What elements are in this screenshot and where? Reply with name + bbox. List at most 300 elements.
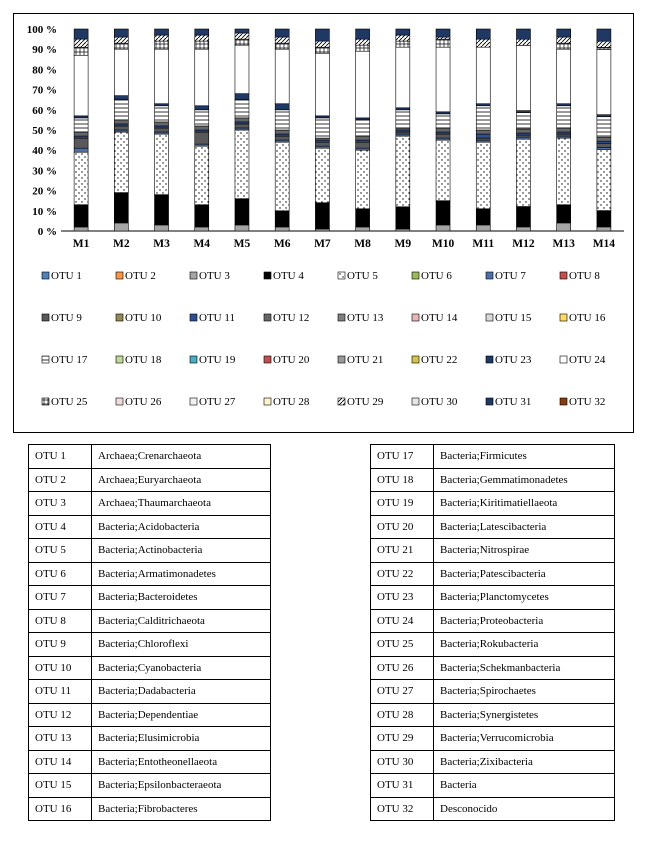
legend-label: OTU 19 bbox=[199, 354, 236, 366]
bar-segment-otu-5 bbox=[557, 138, 571, 205]
otu-id-cell: OTU 32 bbox=[371, 797, 434, 821]
bar-segment-otu-4 bbox=[235, 199, 249, 225]
bar-segment-otu-3 bbox=[356, 227, 370, 231]
table-row bbox=[371, 703, 615, 727]
taxonomy-cell: Bacteria;Firmicutes bbox=[434, 445, 615, 469]
bar-segment-otu-11 bbox=[155, 126, 169, 128]
otu-id-cell: OTU 24 bbox=[371, 609, 434, 633]
otu-id-cell: OTU 5 bbox=[29, 539, 92, 563]
bar-segment-otu-7 bbox=[476, 140, 490, 142]
bar-segment-otu-23 bbox=[195, 106, 209, 110]
legend-swatch bbox=[412, 398, 419, 405]
bar-segment-otu-25 bbox=[557, 43, 571, 49]
table-row bbox=[29, 539, 271, 563]
bar-segment-otu-12 bbox=[74, 132, 88, 136]
bar-segment-otu-29 bbox=[557, 37, 571, 43]
bar-segment-otu-23 bbox=[114, 96, 128, 100]
bar-segment-otu-11 bbox=[275, 134, 289, 136]
bar-segment-otu-9 bbox=[557, 134, 571, 136]
bar-segment-otu-9 bbox=[436, 134, 450, 138]
x-tick-label: M3 bbox=[153, 238, 170, 250]
table-row bbox=[29, 492, 271, 516]
bar-segment-otu-29 bbox=[235, 33, 249, 39]
bar-segment-otu-12 bbox=[356, 136, 370, 140]
bar-segment-otu-5 bbox=[597, 149, 611, 210]
legend-swatch bbox=[116, 272, 123, 279]
legend-label: OTU 4 bbox=[273, 270, 304, 282]
x-tick-label: M2 bbox=[113, 238, 130, 250]
bar-segment-otu-31 bbox=[155, 29, 169, 35]
chart-canvas bbox=[14, 14, 635, 434]
bar-segment-otu-17 bbox=[396, 110, 410, 128]
bar-segment-otu-24 bbox=[275, 49, 289, 104]
bar-segment-otu-9 bbox=[235, 124, 249, 128]
legend-label: OTU 14 bbox=[421, 312, 458, 324]
table-row bbox=[371, 750, 615, 774]
otu-id-cell: OTU 17 bbox=[371, 445, 434, 469]
legend-label: OTU 9 bbox=[51, 312, 82, 324]
legend-swatch bbox=[190, 356, 197, 363]
bar-segment-otu-12 bbox=[275, 130, 289, 134]
otu-id-cell: OTU 15 bbox=[29, 774, 92, 798]
legend-swatch bbox=[42, 398, 49, 405]
legend-swatch bbox=[42, 272, 49, 279]
taxonomy-cell: Bacteria;Latescibacteria bbox=[434, 515, 615, 539]
bar-segment-otu-29 bbox=[516, 39, 530, 45]
bar-segment-otu-23 bbox=[275, 104, 289, 110]
otu-id-cell: OTU 2 bbox=[29, 468, 92, 492]
bar-segment-otu-31 bbox=[195, 29, 209, 35]
bar-segment-otu-12 bbox=[516, 129, 530, 133]
bar-segment-otu-12 bbox=[436, 128, 450, 132]
bar-segment-otu-29 bbox=[155, 35, 169, 41]
taxonomy-cell: Bacteria;Planctomycetes bbox=[434, 586, 615, 610]
bar-segment-otu-11 bbox=[315, 140, 329, 142]
otu-id-cell: OTU 1 bbox=[29, 445, 92, 469]
bar-segment-otu-5 bbox=[396, 136, 410, 207]
bar-segment-otu-23 bbox=[396, 108, 410, 110]
bar-segment-otu-5 bbox=[356, 150, 370, 209]
legend-label: OTU 21 bbox=[347, 354, 384, 366]
bar-segment-otu-29 bbox=[597, 41, 611, 47]
bar-segment-otu-7 bbox=[74, 148, 88, 152]
table-row bbox=[29, 609, 271, 633]
bar-segment-otu-12 bbox=[195, 126, 209, 130]
bar-segment-otu-31 bbox=[476, 29, 490, 39]
bar-segment-otu-5 bbox=[476, 142, 490, 209]
y-tick-label: 40 % bbox=[32, 145, 57, 158]
bar-segment-otu-4 bbox=[155, 195, 169, 225]
bar-segment-otu-23 bbox=[315, 116, 329, 118]
bar-segment-otu-12 bbox=[476, 130, 490, 134]
otu-id-cell: OTU 13 bbox=[29, 727, 92, 751]
legend-label: OTU 1 bbox=[51, 270, 82, 282]
bar-segment-otu-31 bbox=[557, 29, 571, 37]
legend-label: OTU 31 bbox=[495, 396, 532, 408]
bar-segment-otu-11 bbox=[436, 132, 450, 134]
legend-swatch bbox=[486, 272, 493, 279]
bar-segment-otu-5 bbox=[114, 132, 128, 193]
bar-segment-otu-17 bbox=[476, 106, 490, 130]
bar-segment-otu-23 bbox=[476, 104, 490, 106]
bar-segment-otu-3 bbox=[235, 225, 249, 231]
table-row bbox=[371, 492, 615, 516]
bar-segment-otu-11 bbox=[476, 134, 490, 138]
bar-segment-otu-5 bbox=[436, 140, 450, 201]
y-tick-label: 10 % bbox=[32, 205, 57, 218]
bar-segment-otu-24 bbox=[356, 51, 370, 118]
bar-segment-otu-7 bbox=[396, 134, 410, 136]
bar-segment-otu-4 bbox=[356, 209, 370, 227]
bar-segment-otu-17 bbox=[74, 118, 88, 132]
y-tick-label: 90 % bbox=[32, 44, 57, 57]
taxonomy-cell: Bacteria;Dependentiae bbox=[92, 703, 271, 727]
table-row bbox=[371, 468, 615, 492]
bar-segment-otu-24 bbox=[597, 49, 611, 114]
bar-segment-otu-12 bbox=[114, 120, 128, 124]
bar-segment-otu-25 bbox=[195, 41, 209, 49]
bar-segment-otu-4 bbox=[114, 193, 128, 223]
bar-segment-otu-24 bbox=[114, 49, 128, 95]
legend-label: OTU 15 bbox=[495, 312, 532, 324]
legend-swatch bbox=[486, 398, 493, 405]
legend-swatch bbox=[560, 398, 567, 405]
bar-segment-otu-9 bbox=[356, 142, 370, 148]
taxonomy-cell: Bacteria;Actinobacteria bbox=[92, 539, 271, 563]
bar-segment-otu-12 bbox=[155, 122, 169, 126]
y-tick-label: 80 % bbox=[32, 64, 57, 77]
legend-swatch bbox=[116, 398, 123, 405]
bar-segment-otu-29 bbox=[476, 39, 490, 47]
x-tick-label: M5 bbox=[233, 238, 251, 250]
taxonomy-cell: Archaea;Thaumarchaeota bbox=[92, 492, 271, 516]
bar-segment-otu-29 bbox=[114, 37, 128, 43]
bar-segment-otu-11 bbox=[195, 130, 209, 132]
legend-swatch bbox=[116, 314, 123, 321]
table-row bbox=[29, 445, 271, 469]
legend-label: OTU 28 bbox=[273, 396, 310, 408]
bar-segment-otu-31 bbox=[235, 29, 249, 33]
taxonomy-cell: Bacteria;Cyanobacteria bbox=[92, 656, 271, 680]
bar-segment-otu-17 bbox=[315, 118, 329, 138]
table-row bbox=[29, 468, 271, 492]
otu-id-cell: OTU 10 bbox=[29, 656, 92, 680]
taxonomy-cell: Bacteria;Elusimicrobia bbox=[92, 727, 271, 751]
bar-segment-otu-3 bbox=[597, 227, 611, 231]
bar-segment-otu-12 bbox=[235, 118, 249, 122]
bar-segment-otu-5 bbox=[74, 152, 88, 205]
legend-swatch bbox=[486, 356, 493, 363]
legend-swatch bbox=[338, 314, 345, 321]
otu-id-cell: OTU 16 bbox=[29, 797, 92, 821]
bar-segment-otu-11 bbox=[74, 136, 88, 138]
taxonomy-cell: Bacteria;Calditrichaeota bbox=[92, 609, 271, 633]
taxonomy-cell: Bacteria;Nitrospirae bbox=[434, 539, 615, 563]
bar-segment-otu-31 bbox=[114, 29, 128, 37]
legend-swatch bbox=[412, 356, 419, 363]
otu-id-cell: OTU 28 bbox=[371, 703, 434, 727]
bar-segment-otu-5 bbox=[516, 139, 530, 206]
legend-label: OTU 7 bbox=[495, 270, 526, 282]
taxonomy-cell: Bacteria;Schekmanbacteria bbox=[434, 656, 615, 680]
bar-segment-otu-24 bbox=[195, 49, 209, 106]
bar-segment-otu-7 bbox=[356, 148, 370, 150]
otu-id-cell: OTU 20 bbox=[371, 515, 434, 539]
otu-taxonomy-table-left bbox=[28, 444, 271, 821]
table-row bbox=[371, 586, 615, 610]
bar-segment-otu-24 bbox=[396, 47, 410, 108]
bar-segment-otu-25 bbox=[275, 43, 289, 49]
bar-segment-otu-4 bbox=[74, 205, 88, 227]
bar-segment-otu-4 bbox=[597, 211, 611, 227]
taxonomy-cell: Bacteria;Spirochaetes bbox=[434, 680, 615, 704]
bar-segment-otu-12 bbox=[597, 137, 611, 141]
otu-id-cell: OTU 22 bbox=[371, 562, 434, 586]
bar-segment-otu-11 bbox=[114, 124, 128, 126]
taxonomy-cell: Bacteria;Entotheonellaeota bbox=[92, 750, 271, 774]
legend-swatch bbox=[264, 314, 271, 321]
bar-segment-otu-7 bbox=[275, 140, 289, 142]
legend-swatch bbox=[338, 398, 345, 405]
bar-segment-otu-9 bbox=[155, 128, 169, 132]
bar-segment-otu-7 bbox=[436, 138, 450, 140]
x-tick-label: M6 bbox=[273, 238, 291, 250]
bar-segment-otu-3 bbox=[315, 229, 329, 231]
bar-segment-otu-7 bbox=[114, 130, 128, 132]
bar-segment-otu-29 bbox=[315, 41, 329, 47]
bar-segment-otu-7 bbox=[597, 147, 611, 149]
table-row bbox=[371, 633, 615, 657]
otu-id-cell: OTU 7 bbox=[29, 586, 92, 610]
taxonomy-cell: Bacteria;Zixibacteria bbox=[434, 750, 615, 774]
bar-segment-otu-23 bbox=[356, 118, 370, 120]
bar-segment-otu-17 bbox=[557, 106, 571, 128]
bar-segment-otu-5 bbox=[275, 142, 289, 211]
bar-segment-otu-29 bbox=[195, 35, 209, 41]
table-row bbox=[29, 727, 271, 751]
bar-segment-otu-5 bbox=[155, 134, 169, 195]
taxonomy-cell: Archaea;Euryarchaeota bbox=[92, 468, 271, 492]
bar-segment-otu-12 bbox=[396, 128, 410, 130]
bar-segment-otu-17 bbox=[275, 110, 289, 130]
bar-segment-otu-29 bbox=[74, 39, 88, 47]
bar-segment-otu-4 bbox=[476, 209, 490, 225]
taxonomy-cell: Bacteria bbox=[434, 774, 615, 798]
bar-segment-otu-24 bbox=[74, 55, 88, 116]
bar-segment-otu-25 bbox=[436, 39, 450, 47]
otu-id-cell: OTU 19 bbox=[371, 492, 434, 516]
legend-label: OTU 6 bbox=[421, 270, 452, 282]
otu-id-cell: OTU 27 bbox=[371, 680, 434, 704]
bar-segment-otu-5 bbox=[315, 148, 329, 203]
bar-segment-otu-17 bbox=[155, 106, 169, 122]
legend-label: OTU 12 bbox=[273, 312, 310, 324]
x-tick-label: M11 bbox=[472, 238, 495, 250]
bar-segment-otu-5 bbox=[195, 146, 209, 205]
table-row bbox=[29, 633, 271, 657]
otu-id-cell: OTU 26 bbox=[371, 656, 434, 680]
y-tick-label: 70 % bbox=[32, 84, 57, 97]
bar-segment-otu-4 bbox=[195, 205, 209, 227]
taxonomy-cell: Bacteria;Armatimonadetes bbox=[92, 562, 271, 586]
y-tick-label: 20 % bbox=[32, 185, 57, 198]
otu-id-cell: OTU 21 bbox=[371, 539, 434, 563]
taxonomy-cell: Bacteria;Fibrobacteres bbox=[92, 797, 271, 821]
bar-segment-otu-29 bbox=[275, 37, 289, 43]
legend-swatch bbox=[412, 314, 419, 321]
legend-swatch bbox=[190, 314, 197, 321]
table-row bbox=[371, 445, 615, 469]
bar-segment-otu-29 bbox=[396, 35, 410, 41]
bar-segment-otu-31 bbox=[436, 29, 450, 37]
bar-segment-otu-7 bbox=[235, 128, 249, 130]
otu-id-cell: OTU 25 bbox=[371, 633, 434, 657]
bar-segment-otu-24 bbox=[155, 49, 169, 104]
otu-taxonomy-table-right bbox=[370, 444, 615, 821]
taxonomy-cell: Bacteria;Verrucomicrobia bbox=[434, 727, 615, 751]
legend-swatch bbox=[264, 356, 271, 363]
legend-label: OTU 8 bbox=[569, 270, 600, 282]
bar-segment-otu-4 bbox=[315, 203, 329, 229]
bar-segment-otu-31 bbox=[516, 29, 530, 39]
bar-segment-otu-11 bbox=[356, 140, 370, 142]
bar-segment-otu-3 bbox=[74, 227, 88, 231]
legend-label: OTU 32 bbox=[569, 396, 606, 408]
bar-segment-otu-24 bbox=[235, 45, 249, 93]
bar-segment-otu-17 bbox=[114, 100, 128, 120]
x-tick-label: M9 bbox=[394, 238, 412, 250]
bar-segment-otu-3 bbox=[155, 225, 169, 231]
legend-label: OTU 23 bbox=[495, 354, 532, 366]
table-row bbox=[371, 727, 615, 751]
table-row bbox=[29, 586, 271, 610]
legend-label: OTU 26 bbox=[125, 396, 162, 408]
legend-swatch bbox=[338, 272, 345, 279]
bar-segment-otu-3 bbox=[275, 227, 289, 231]
legend-label: OTU 3 bbox=[199, 270, 230, 282]
bar-segment-otu-4 bbox=[436, 201, 450, 225]
bar-segment-otu-9 bbox=[195, 132, 209, 144]
bar-segment-otu-24 bbox=[516, 45, 530, 110]
bar-segment-otu-17 bbox=[235, 100, 249, 118]
otu-id-cell: OTU 11 bbox=[29, 680, 92, 704]
table-row bbox=[29, 703, 271, 727]
x-tick-label: M14 bbox=[592, 238, 616, 250]
legend-label: OTU 22 bbox=[421, 354, 458, 366]
bar-segment-otu-17 bbox=[516, 113, 530, 129]
legend-label: OTU 30 bbox=[421, 396, 458, 408]
bar-segment-otu-4 bbox=[275, 211, 289, 227]
legend-swatch bbox=[190, 272, 197, 279]
legend-swatch bbox=[42, 356, 49, 363]
bar-segment-otu-24 bbox=[557, 49, 571, 104]
legend-label: OTU 5 bbox=[347, 270, 378, 282]
bar-segment-otu-17 bbox=[356, 120, 370, 136]
bar-segment-otu-11 bbox=[396, 130, 410, 132]
legend-swatch bbox=[412, 272, 419, 279]
bar-segment-otu-17 bbox=[195, 110, 209, 126]
legend-swatch bbox=[338, 356, 345, 363]
stacked-bar-chart bbox=[13, 13, 634, 433]
legend-label: OTU 13 bbox=[347, 312, 384, 324]
bar-segment-otu-25 bbox=[155, 41, 169, 49]
bar-segment-otu-29 bbox=[356, 39, 370, 45]
table-row bbox=[371, 562, 615, 586]
bar-segment-otu-24 bbox=[476, 47, 490, 104]
otu-id-cell: OTU 14 bbox=[29, 750, 92, 774]
bar-segment-otu-12 bbox=[315, 138, 329, 140]
legend-swatch bbox=[560, 314, 567, 321]
table-row bbox=[371, 680, 615, 704]
bar-segment-otu-3 bbox=[396, 229, 410, 231]
otu-id-cell: OTU 31 bbox=[371, 774, 434, 798]
y-tick-label: 30 % bbox=[32, 165, 57, 178]
x-tick-label: M8 bbox=[354, 238, 371, 250]
bar-segment-otu-3 bbox=[516, 227, 530, 231]
bar-segment-otu-9 bbox=[114, 126, 128, 130]
x-tick-label: M13 bbox=[552, 238, 575, 250]
legend-swatch bbox=[42, 314, 49, 321]
bar-segment-otu-5 bbox=[235, 130, 249, 199]
bar-segment-otu-23 bbox=[436, 112, 450, 114]
bar-segment-otu-9 bbox=[597, 143, 611, 147]
table-row bbox=[29, 750, 271, 774]
bar-segment-otu-23 bbox=[74, 116, 88, 118]
bar-segment-otu-11 bbox=[235, 122, 249, 124]
otu-id-cell: OTU 6 bbox=[29, 562, 92, 586]
legend-label: OTU 25 bbox=[51, 396, 88, 408]
bar-segment-otu-31 bbox=[315, 29, 329, 41]
x-tick-label: M1 bbox=[72, 238, 90, 250]
table-row bbox=[29, 656, 271, 680]
legend-swatch bbox=[486, 314, 493, 321]
taxonomy-cell: Bacteria;Proteobacteria bbox=[434, 609, 615, 633]
taxonomy-cell: Bacteria;Gemmatimonadetes bbox=[434, 468, 615, 492]
bar-segment-otu-4 bbox=[557, 205, 571, 223]
bar-segment-otu-23 bbox=[597, 115, 611, 117]
bar-segment-otu-25 bbox=[114, 43, 128, 49]
table-row bbox=[371, 774, 615, 798]
bar-segment-otu-7 bbox=[516, 137, 530, 139]
bar-segment-otu-3 bbox=[557, 223, 571, 231]
y-tick-label: 60 % bbox=[32, 104, 57, 117]
table-row bbox=[371, 609, 615, 633]
bar-segment-otu-25 bbox=[396, 41, 410, 47]
otu-id-cell: OTU 8 bbox=[29, 609, 92, 633]
bar-segment-otu-23 bbox=[155, 104, 169, 106]
bar-segment-otu-31 bbox=[356, 29, 370, 39]
otu-id-cell: OTU 9 bbox=[29, 633, 92, 657]
bar-segment-otu-11 bbox=[557, 132, 571, 134]
bar-segment-otu-29 bbox=[436, 37, 450, 39]
table-row bbox=[29, 774, 271, 798]
bar-segment-otu-3 bbox=[476, 225, 490, 231]
bar-segment-otu-31 bbox=[597, 29, 611, 41]
table-row bbox=[371, 797, 615, 821]
bar-segment-otu-25 bbox=[597, 47, 611, 49]
bar-segment-otu-25 bbox=[315, 47, 329, 53]
legend-label: OTU 17 bbox=[51, 354, 88, 366]
bar-segment-otu-7 bbox=[315, 146, 329, 148]
bar-segment-otu-11 bbox=[597, 141, 611, 143]
legend-label: OTU 2 bbox=[125, 270, 156, 282]
otu-id-cell: OTU 30 bbox=[371, 750, 434, 774]
bar-segment-otu-9 bbox=[516, 135, 530, 137]
bar-segment-otu-11 bbox=[516, 133, 530, 135]
bar-segment-otu-23 bbox=[235, 94, 249, 100]
taxonomy-cell: Desconocido bbox=[434, 797, 615, 821]
legend-swatch bbox=[560, 356, 567, 363]
